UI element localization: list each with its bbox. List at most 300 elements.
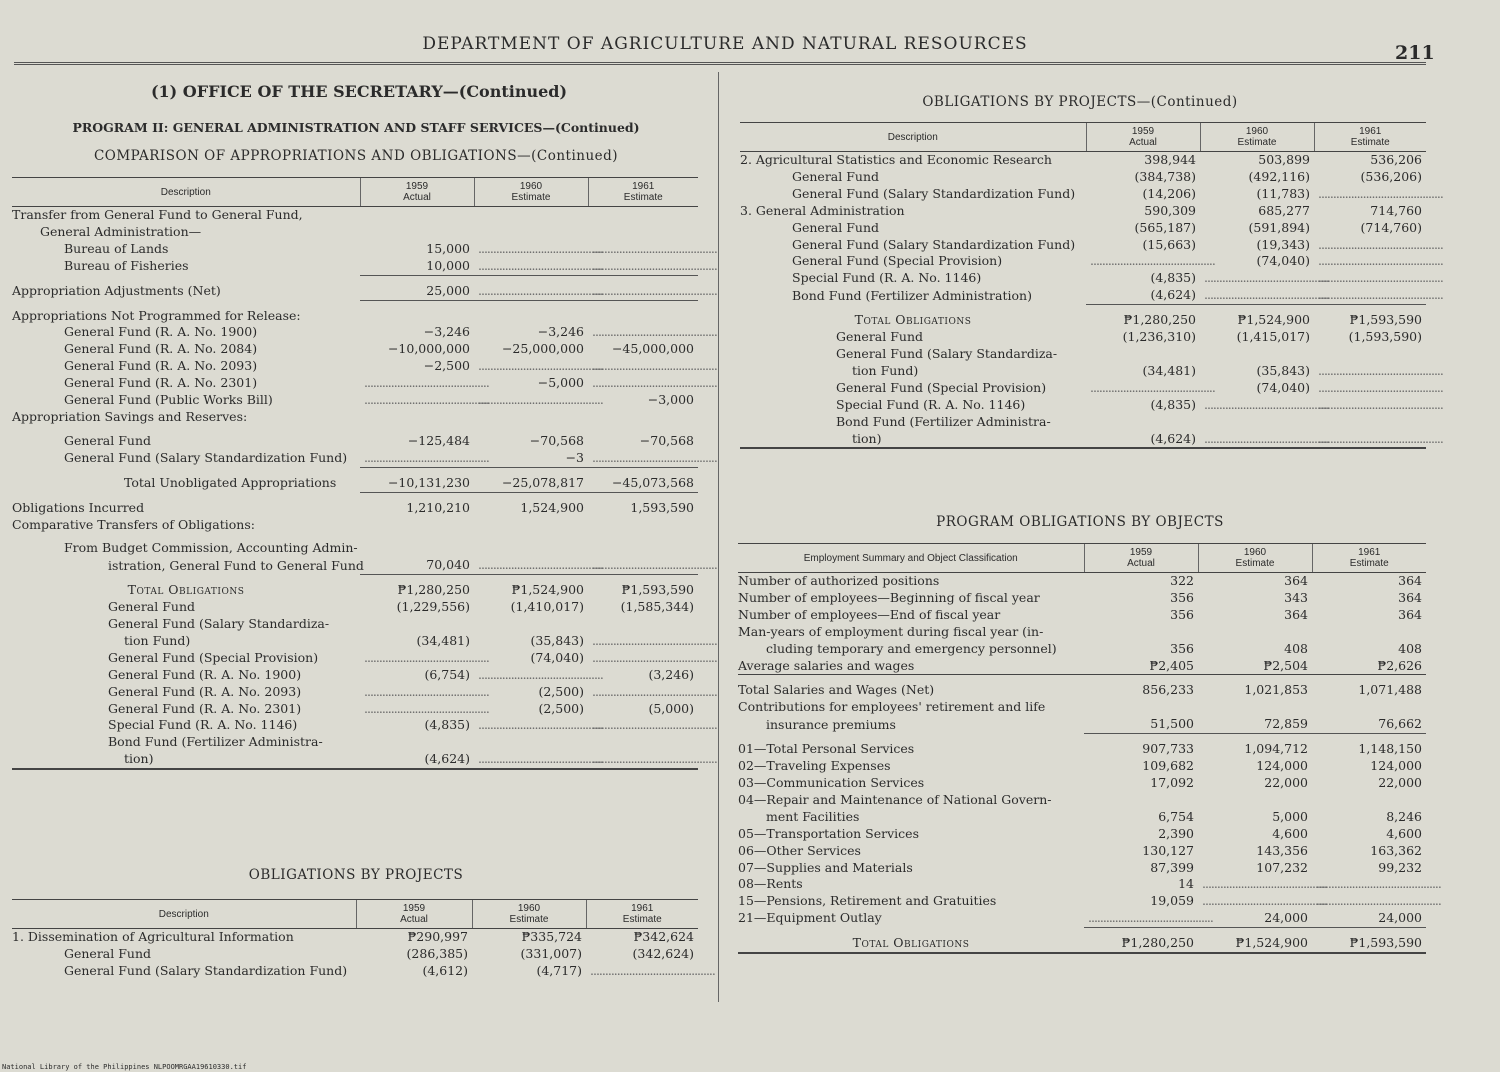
row-description: General Fund bbox=[108, 599, 196, 615]
row-value: ₱290,997 bbox=[407, 929, 468, 944]
row-description: Bond Fund (Fertilizer Administra- bbox=[836, 413, 1051, 429]
row-value: 143,356 bbox=[1256, 842, 1308, 858]
row-description: General Fund (Salary Standardiza- bbox=[836, 345, 1058, 361]
table-row bbox=[738, 590, 1426, 607]
row-value: −3 bbox=[474, 450, 588, 467]
dot-leader: .......................................... bbox=[1318, 236, 1443, 252]
table-row bbox=[738, 792, 1426, 809]
row-value: (1,229,556) bbox=[396, 599, 470, 615]
row-value: 1,094,712 bbox=[1244, 741, 1308, 757]
row-value: −125,484 bbox=[407, 432, 470, 448]
table-row bbox=[738, 682, 1426, 699]
column-header: 1959 Actual bbox=[1086, 123, 1200, 152]
row-value: (15,663) bbox=[1142, 236, 1196, 252]
row-description: Total Unobligated Appropriations bbox=[124, 474, 337, 490]
row-description: tion Fund) bbox=[124, 632, 191, 648]
row-description: 02—Traveling Expenses bbox=[738, 758, 891, 774]
row-description: Special Fund (R. A. No. 1146) bbox=[792, 270, 982, 286]
table-row bbox=[12, 375, 698, 392]
row-spacer bbox=[12, 575, 698, 583]
row-value: (492,116) bbox=[1248, 168, 1310, 184]
table-header-row bbox=[12, 178, 698, 207]
row-value: ₱1,524,900 bbox=[1198, 935, 1312, 953]
table-row bbox=[12, 207, 698, 224]
row-value: (4,835) bbox=[1150, 396, 1196, 412]
row-value: 1,593,590 bbox=[630, 499, 694, 515]
empty-cell bbox=[474, 207, 588, 224]
empty-cell bbox=[1312, 624, 1426, 641]
row-value: (4,612) bbox=[422, 962, 468, 978]
row-value: (74,040) bbox=[530, 649, 584, 665]
row-description: General Fund (Special Provision) bbox=[836, 379, 1047, 395]
row-description: Appropriation Adjustments (Net) bbox=[12, 282, 221, 298]
empty-cell bbox=[1198, 624, 1312, 641]
row-description: Bond Fund (Fertilizer Administra- bbox=[108, 734, 323, 750]
empty-cell bbox=[1198, 699, 1312, 716]
dot-leader: .......................................... bbox=[1316, 876, 1441, 892]
table-row bbox=[12, 324, 698, 341]
column-header: 1960 Estimate bbox=[472, 900, 586, 929]
empty-cell bbox=[1086, 346, 1200, 363]
row-value: ₱1,593,590 bbox=[1349, 312, 1422, 328]
table-header-row bbox=[12, 900, 698, 929]
table-row bbox=[740, 220, 1426, 237]
column-header: 1961 Estimate bbox=[586, 900, 698, 929]
row-value: 1,210,210 bbox=[406, 499, 470, 515]
column-header: 1959 Actual bbox=[1084, 544, 1198, 573]
empty-cell bbox=[360, 517, 474, 534]
empty-cell bbox=[474, 224, 588, 241]
row-description: Man-years of employment during fiscal year (in- bbox=[738, 623, 1044, 639]
row-value: 856,233 bbox=[1142, 682, 1194, 698]
row-value: 6,754 bbox=[1158, 808, 1194, 824]
table-row bbox=[12, 341, 698, 358]
table-row bbox=[740, 152, 1426, 169]
row-value: ₱2,626 bbox=[1312, 658, 1426, 675]
row-value: 356 bbox=[1170, 640, 1194, 656]
table-row bbox=[738, 809, 1426, 826]
table-row bbox=[740, 186, 1426, 203]
table-row bbox=[12, 684, 698, 701]
table-row bbox=[740, 431, 1426, 449]
dot-leader: .......................................... bbox=[1318, 396, 1443, 412]
column-header: 1960 Estimate bbox=[474, 178, 588, 207]
table-row bbox=[12, 517, 698, 534]
dot-leader: .......................................... bbox=[474, 283, 588, 300]
row-description: 06—Other Services bbox=[738, 842, 861, 858]
dot-leader: .......................................... bbox=[478, 240, 603, 256]
row-description: General Fund (Salary Standardization Fund) bbox=[792, 236, 1076, 252]
dot-leader: .......................................... bbox=[1202, 876, 1327, 892]
empty-cell bbox=[1312, 699, 1426, 716]
row-value: 364 bbox=[1398, 589, 1422, 605]
dot-leader: .......................................... bbox=[588, 283, 698, 300]
row-value: ₱1,280,250 bbox=[1084, 935, 1198, 953]
table-row bbox=[740, 329, 1426, 346]
row-value: 714,760 bbox=[1370, 202, 1422, 218]
table-row bbox=[12, 650, 698, 667]
row-description: insurance premiums bbox=[766, 716, 896, 732]
row-value: 1,524,900 bbox=[520, 499, 584, 515]
row-description: Number of employees—Beginning of fiscal year bbox=[738, 589, 1040, 605]
dot-leader: .......................................... bbox=[474, 258, 588, 275]
row-description: Total Obligations bbox=[854, 312, 972, 328]
row-description: General Fund (R. A. No. 1900) bbox=[64, 324, 258, 340]
projects-table-right bbox=[740, 122, 1443, 449]
row-value: ₱1,280,250 bbox=[1123, 312, 1196, 328]
table-row bbox=[738, 573, 1426, 590]
row-value: 907,733 bbox=[1142, 741, 1194, 757]
row-description: General Fund (R. A. No. 2093) bbox=[64, 358, 258, 374]
column-header: Employment Summary and Object Classification bbox=[738, 544, 1084, 573]
empty-cell bbox=[1200, 346, 1314, 363]
table-row bbox=[738, 826, 1426, 843]
row-description: Special Fund (R. A. No. 1146) bbox=[108, 717, 298, 733]
row-value: 109,682 bbox=[1142, 758, 1194, 774]
row-value: 8,246 bbox=[1386, 808, 1422, 824]
row-description: General Fund bbox=[792, 168, 880, 184]
row-value: (331,007) bbox=[520, 945, 582, 961]
row-spacer bbox=[12, 300, 698, 308]
row-description: General Fund (R. A. No. 1900) bbox=[108, 666, 302, 682]
row-value: (384,738) bbox=[1134, 168, 1196, 184]
row-value: (74,040) bbox=[1256, 253, 1310, 269]
row-description: tion) bbox=[740, 431, 1086, 449]
row-value: (3,246) bbox=[648, 666, 694, 682]
row-value: −10,000,000 bbox=[387, 341, 470, 357]
row-description: Obligations Incurred bbox=[12, 499, 145, 515]
row-value: −5,000 bbox=[537, 375, 584, 391]
row-value: 343 bbox=[1284, 589, 1308, 605]
row-value: 408 bbox=[1398, 640, 1422, 656]
scan-footer: National Library of the Philippines NLPOOMRGAA19610330.tif bbox=[2, 1063, 247, 1071]
row-spacer bbox=[738, 734, 1426, 742]
row-value: 70,040 bbox=[360, 557, 474, 574]
row-value: (1,410,017) bbox=[510, 599, 584, 615]
row-value: 107,232 bbox=[1256, 859, 1308, 875]
row-value: (4,624) bbox=[360, 751, 474, 769]
column-header: Description bbox=[12, 178, 360, 207]
row-description: Contributions for employees' retirement and life bbox=[738, 699, 1046, 715]
row-value: 124,000 bbox=[1370, 758, 1422, 774]
dot-leader: .......................................... bbox=[588, 450, 698, 467]
row-description: General Administration— bbox=[40, 223, 202, 239]
row-value: (5,000) bbox=[648, 700, 694, 716]
dot-leader: .......................................... bbox=[364, 649, 489, 665]
row-description: Bond Fund (Fertilizer Administration) bbox=[792, 287, 1032, 303]
row-value: −45,000,000 bbox=[611, 341, 694, 357]
row-value: 14 bbox=[1178, 876, 1194, 892]
empty-cell bbox=[360, 540, 474, 557]
table-row bbox=[738, 910, 1426, 927]
row-spacer bbox=[12, 533, 698, 540]
table-row bbox=[738, 607, 1426, 624]
row-value: 356 bbox=[1170, 606, 1194, 622]
table-row bbox=[12, 258, 698, 275]
row-value: 5,000 bbox=[1272, 808, 1308, 824]
table-row bbox=[12, 557, 698, 574]
table-row bbox=[12, 701, 698, 718]
row-value: (591,894) bbox=[1248, 219, 1310, 235]
column-header: 1959 Actual bbox=[360, 178, 474, 207]
table-row bbox=[738, 641, 1426, 658]
empty-cell bbox=[474, 308, 588, 325]
row-description: Total Obligations bbox=[127, 582, 245, 598]
row-value: 2,390 bbox=[1158, 825, 1194, 841]
empty-cell bbox=[588, 224, 698, 241]
dot-leader: .......................................... bbox=[588, 258, 698, 275]
dot-leader: .......................................... bbox=[1318, 379, 1443, 395]
row-value: −3,246 bbox=[423, 324, 470, 340]
table-row bbox=[740, 346, 1426, 363]
dot-leader: .......................................... bbox=[592, 324, 717, 340]
dot-leader: .......................................... bbox=[1204, 270, 1329, 286]
row-description: General Fund bbox=[792, 219, 880, 235]
table-row bbox=[740, 169, 1426, 186]
row-description: 04—Repair and Maintenance of National Govern- bbox=[738, 791, 1052, 807]
row-value: ₱2,504 bbox=[1198, 658, 1312, 675]
dot-leader: .......................................... bbox=[592, 632, 717, 648]
row-value: (1,415,017) bbox=[1236, 329, 1310, 345]
page-number: 211 bbox=[1395, 42, 1435, 64]
row-value: (2,500) bbox=[538, 700, 584, 716]
empty-cell bbox=[360, 409, 474, 426]
row-value: 4,600 bbox=[1386, 825, 1422, 841]
table-row bbox=[740, 203, 1426, 220]
row-value: 163,362 bbox=[1370, 842, 1422, 858]
row-description: 01—Total Personal Services bbox=[738, 741, 915, 757]
table-row bbox=[12, 929, 698, 946]
row-value: (11,783) bbox=[1256, 185, 1310, 201]
table-row bbox=[738, 893, 1426, 910]
table-row bbox=[740, 414, 1426, 431]
row-value: 398,944 bbox=[1144, 152, 1196, 167]
row-value: 1,021,853 bbox=[1244, 682, 1308, 698]
column-header: 1960 Estimate bbox=[1198, 544, 1312, 573]
table-row bbox=[738, 699, 1426, 716]
column-header: 1960 Estimate bbox=[1200, 123, 1314, 152]
row-spacer bbox=[738, 675, 1426, 683]
table-row bbox=[12, 308, 698, 325]
row-value: 356 bbox=[1170, 589, 1194, 605]
row-value: ₱1,524,900 bbox=[1237, 312, 1310, 328]
row-spacer bbox=[738, 928, 1426, 936]
dot-leader: .......................................... bbox=[474, 751, 588, 769]
dot-leader: .......................................... bbox=[364, 392, 489, 408]
table-row bbox=[12, 500, 698, 517]
table-row bbox=[12, 358, 698, 375]
dot-leader: .......................................... bbox=[360, 450, 474, 467]
row-value: 685,277 bbox=[1258, 202, 1310, 218]
table-row bbox=[738, 758, 1426, 775]
dot-leader: .......................................... bbox=[478, 666, 603, 682]
row-spacer bbox=[12, 467, 698, 475]
row-value: (19,343) bbox=[1256, 236, 1310, 252]
dot-leader: .......................................... bbox=[364, 375, 489, 391]
dot-leader: .......................................... bbox=[478, 392, 603, 408]
table-row bbox=[12, 540, 698, 557]
row-description: Bureau of Lands bbox=[64, 240, 169, 256]
row-value: ₱1,593,590 bbox=[621, 582, 694, 598]
column-header: 1961 Estimate bbox=[1312, 544, 1426, 573]
row-value: ₱1,280,250 bbox=[397, 582, 470, 598]
table-row bbox=[738, 876, 1426, 893]
table-row bbox=[12, 717, 698, 734]
row-value: ₱1,593,590 bbox=[1312, 935, 1426, 953]
dot-leader: .......................................... bbox=[592, 649, 717, 665]
row-description: Total Salaries and Wages (Net) bbox=[738, 682, 935, 698]
row-description: Appropriation Savings and Reserves: bbox=[12, 408, 248, 424]
table-row bbox=[740, 253, 1426, 270]
row-value: 1,071,488 bbox=[1358, 682, 1422, 698]
row-value: 130,127 bbox=[1142, 842, 1194, 858]
row-description: General Fund (R. A. No. 2093) bbox=[108, 683, 302, 699]
table-row bbox=[740, 380, 1426, 397]
row-value: (565,187) bbox=[1134, 219, 1196, 235]
row-value: 124,000 bbox=[1256, 758, 1308, 774]
dot-leader: .......................................... bbox=[478, 358, 603, 374]
row-value: (4,624) bbox=[1086, 431, 1200, 449]
row-description: 07—Supplies and Materials bbox=[738, 859, 913, 875]
row-value: 590,309 bbox=[1144, 202, 1196, 218]
dot-leader: .......................................... bbox=[588, 751, 698, 769]
table-row bbox=[740, 312, 1426, 329]
row-description: Comparative Transfers of Obligations: bbox=[12, 516, 255, 532]
row-value: 99,232 bbox=[1378, 859, 1422, 875]
row-description: 21—Equipment Outlay bbox=[738, 910, 882, 926]
table-row bbox=[12, 392, 698, 409]
empty-cell bbox=[588, 734, 698, 751]
row-value: 408 bbox=[1284, 640, 1308, 656]
column-header: Description bbox=[740, 123, 1086, 152]
row-description: istration, General Fund to General Fund bbox=[108, 557, 364, 573]
row-description: Special Fund (R. A. No. 1146) bbox=[836, 396, 1026, 412]
row-value: (4,835) bbox=[424, 717, 470, 733]
row-value: (536,206) bbox=[1360, 168, 1422, 184]
row-value: 72,859 bbox=[1198, 716, 1312, 733]
column-header: 1959 Actual bbox=[356, 900, 472, 929]
row-value: −10,131,230 bbox=[360, 475, 474, 492]
dot-leader: .......................................... bbox=[592, 683, 717, 699]
empty-cell bbox=[1198, 792, 1312, 809]
empty-cell bbox=[588, 540, 698, 557]
row-value: (714,760) bbox=[1360, 219, 1422, 235]
empty-cell bbox=[360, 734, 474, 751]
row-description: 03—Communication Services bbox=[738, 774, 925, 790]
row-description: 05—Transportation Services bbox=[738, 825, 919, 841]
table-row bbox=[740, 270, 1426, 287]
comparison-table bbox=[12, 177, 717, 770]
objects-title: PROGRAM OBLIGATIONS BY OBJECTS bbox=[936, 514, 1224, 530]
row-description: General Fund (R. A. No. 2301) bbox=[64, 375, 258, 391]
table-row bbox=[12, 667, 698, 684]
row-value: 10,000 bbox=[360, 258, 474, 275]
dot-leader: .......................................... bbox=[592, 717, 717, 733]
table-row bbox=[740, 397, 1426, 414]
row-value: (286,385) bbox=[406, 945, 468, 961]
empty-cell bbox=[588, 409, 698, 426]
row-value: (4,717) bbox=[536, 962, 582, 978]
row-description: Transfer from General Fund to General Fund, bbox=[12, 207, 303, 222]
row-value: ₱335,724 bbox=[521, 929, 582, 944]
row-value: (6,754) bbox=[424, 666, 470, 682]
row-value: 322 bbox=[1170, 573, 1194, 588]
row-description: General Fund (Salary Standardization Fund) bbox=[64, 450, 348, 466]
row-value: ₱342,624 bbox=[633, 929, 694, 944]
dot-leader: .......................................... bbox=[478, 717, 603, 733]
dot-leader: .......................................... bbox=[364, 700, 489, 716]
table-row bbox=[12, 582, 698, 599]
dot-leader: .......................................... bbox=[1084, 910, 1198, 927]
dot-leader: .......................................... bbox=[1204, 396, 1329, 412]
row-value: (1,593,590) bbox=[1348, 329, 1422, 345]
row-description: Average salaries and wages bbox=[738, 658, 1084, 675]
row-value: (1,585,344) bbox=[620, 599, 694, 615]
row-description: General Fund (R. A. No. 2084) bbox=[64, 341, 258, 357]
empty-cell bbox=[1084, 624, 1198, 641]
row-value: (14,206) bbox=[1142, 185, 1196, 201]
row-description: Total Obligations bbox=[738, 935, 1084, 953]
row-description: General Fund bbox=[64, 945, 152, 961]
table-row bbox=[12, 433, 698, 450]
dot-leader: .......................................... bbox=[588, 557, 698, 574]
row-value: −2,500 bbox=[423, 358, 470, 374]
row-value: 1,148,150 bbox=[1358, 741, 1422, 757]
projects-continued-title: OBLIGATIONS BY PROJECTS—(Continued) bbox=[922, 94, 1238, 110]
row-value: 503,899 bbox=[1258, 152, 1310, 167]
column-header: 1961 Estimate bbox=[588, 178, 698, 207]
table-row bbox=[738, 658, 1426, 675]
empty-cell bbox=[360, 224, 474, 241]
empty-cell bbox=[474, 517, 588, 534]
row-value: 19,059 bbox=[1150, 893, 1194, 909]
table-row bbox=[12, 283, 698, 300]
dot-leader: .......................................... bbox=[1202, 893, 1327, 909]
table-row bbox=[12, 963, 698, 980]
table-row bbox=[12, 633, 698, 650]
row-description: ment Facilities bbox=[766, 808, 860, 824]
empty-cell bbox=[474, 409, 588, 426]
empty-cell bbox=[1084, 792, 1198, 809]
dot-leader: .......................................... bbox=[592, 375, 717, 391]
table-row bbox=[738, 716, 1426, 733]
column-header: Description bbox=[12, 900, 356, 929]
row-description: General Fund (Special Provision) bbox=[792, 253, 1003, 269]
row-value: 4,600 bbox=[1272, 825, 1308, 841]
row-description: 3. General Administration bbox=[740, 202, 905, 218]
row-value: 17,092 bbox=[1150, 774, 1194, 790]
row-description: General Fund (Salary Standardization Fund) bbox=[792, 185, 1076, 201]
dot-leader: .......................................... bbox=[1314, 431, 1426, 449]
table-row bbox=[740, 237, 1426, 254]
empty-cell bbox=[1086, 414, 1200, 431]
row-value: ₱2,405 bbox=[1084, 658, 1198, 675]
row-description: 08—Rents bbox=[738, 876, 803, 892]
row-description: General Fund bbox=[836, 329, 924, 345]
empty-cell bbox=[360, 616, 474, 633]
comparison-title: COMPARISON OF APPROPRIATIONS AND OBLIGATIONS—(Continued) bbox=[93, 148, 619, 164]
row-value: (74,040) bbox=[1256, 379, 1310, 395]
row-value: 22,000 bbox=[1264, 774, 1308, 790]
dot-leader: .......................................... bbox=[1200, 431, 1314, 449]
row-value: 364 bbox=[1398, 573, 1422, 588]
empty-cell bbox=[588, 517, 698, 534]
dot-leader: .......................................... bbox=[592, 358, 717, 374]
column-divider bbox=[718, 72, 719, 1002]
table-row bbox=[12, 409, 698, 426]
row-description: General Fund (Public Works Bill) bbox=[64, 392, 273, 408]
row-description: Appropriations Not Programmed for Release: bbox=[12, 307, 301, 323]
